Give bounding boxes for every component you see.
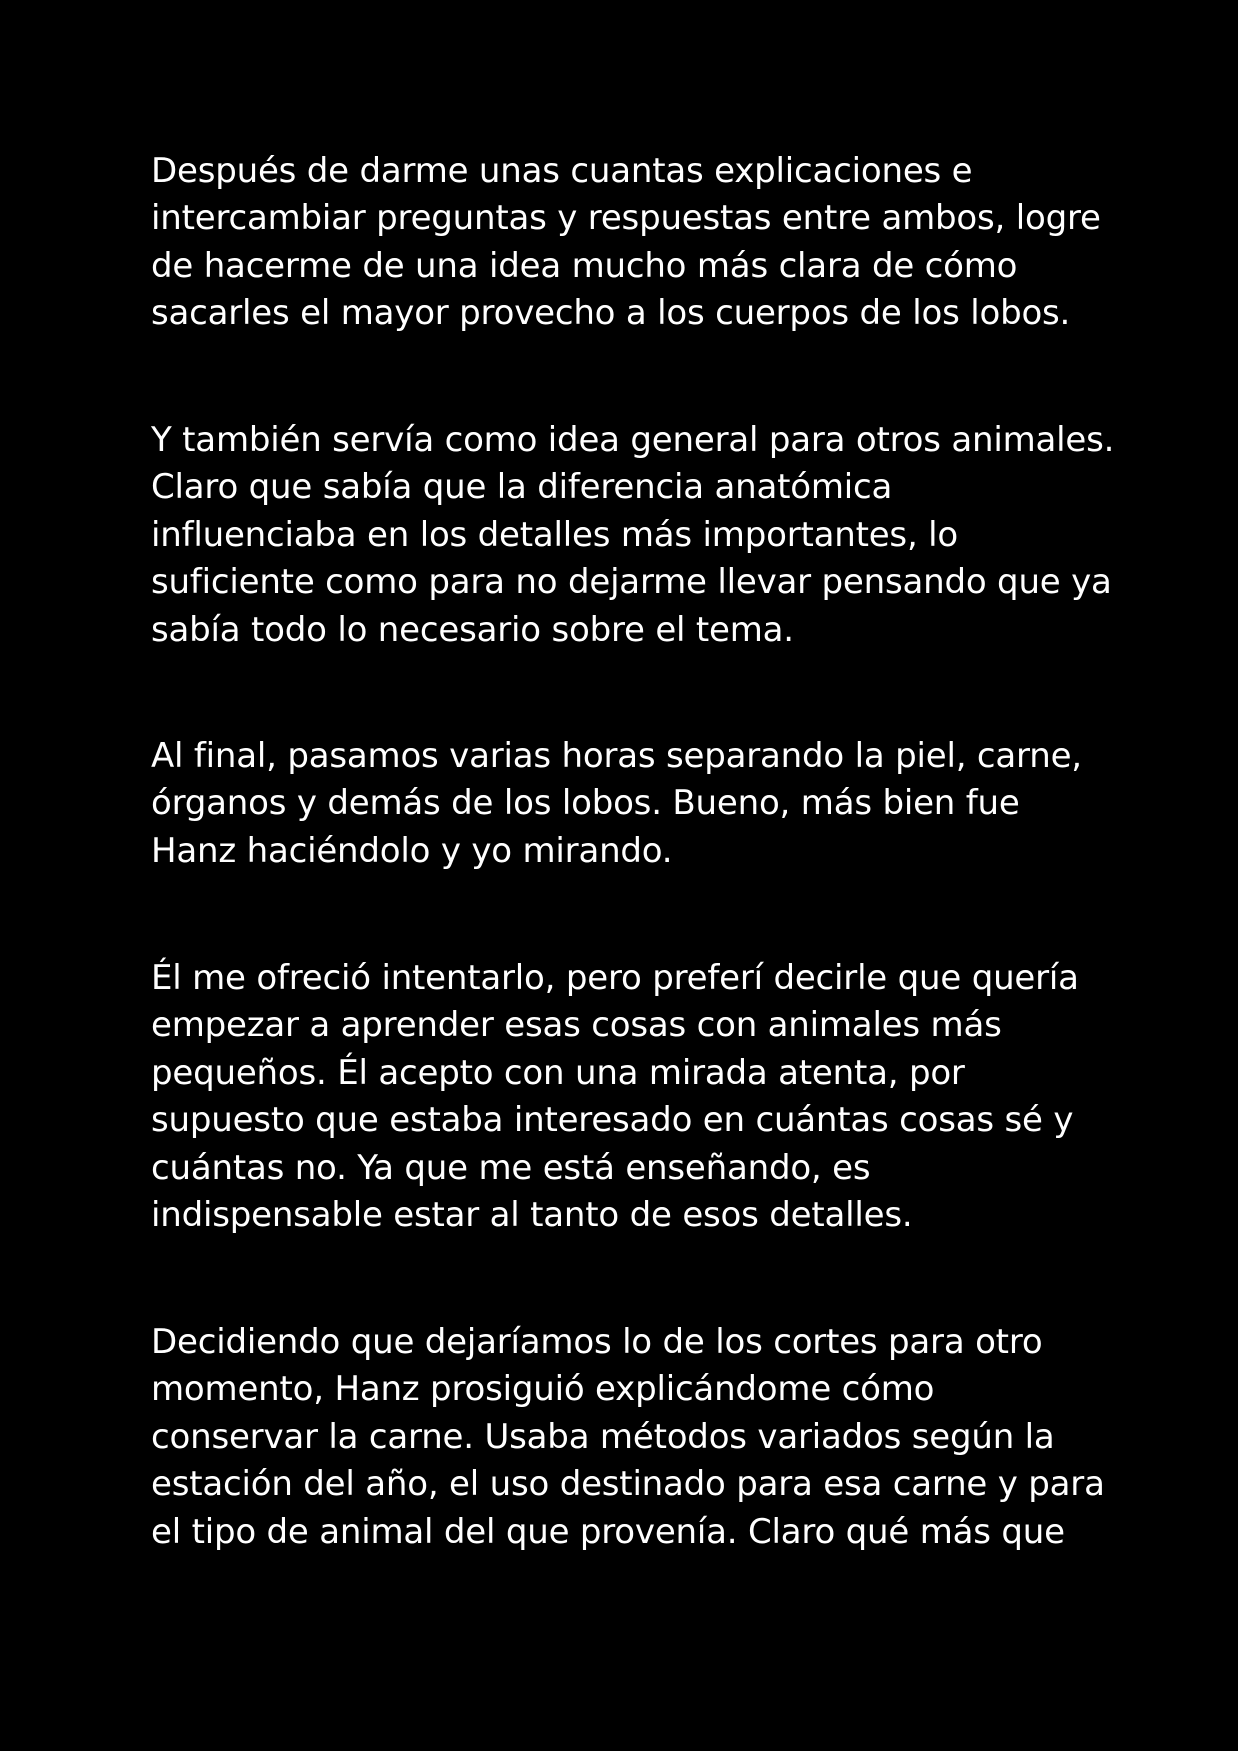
paragraph-line: Al final, pasamos varias horas separando la piel, carne, — [151, 736, 1082, 776]
paragraph-line: sabía todo lo necesario sobre el tema. — [151, 609, 794, 650]
paragraph-line: de hacerme de una idea mucho más clara de cómo — [151, 245, 1018, 286]
paragraph-line: influenciaba en los detalles más importantes, lo — [151, 514, 959, 555]
paragraph-line: Y también servía como idea general para otros animales. — [151, 420, 1115, 460]
paragraph-line: Hanz haciéndolo y yo mirando. — [151, 830, 673, 871]
paragraph-line: pequeños. Él acepto con una mirada atenta, por — [151, 1052, 965, 1093]
paragraph-5 — [151, 1319, 1111, 1556]
paragraph-4 — [151, 955, 1111, 1239]
paragraph-line: conservar la carne. Usaba métodos variados según la — [151, 1416, 1055, 1457]
paragraph-line: suficiente como para no dejarme llevar pensando que ya — [151, 562, 1112, 603]
paragraph-line: cuántas no. Ya que me está enseñando, es — [151, 1147, 871, 1188]
paragraph-2 — [151, 417, 1115, 654]
paragraph-line: órganos y demás de los lobos. Bueno, más bien fue — [151, 783, 1020, 824]
paragraph-line: momento, Hanz prosiguió explicándome cómo — [151, 1369, 935, 1410]
paragraph-1 — [151, 148, 1111, 338]
paragraph-line: intercambiar preguntas y respuestas entre ambos, logre — [151, 198, 1101, 239]
paragraph-line: Decidiendo que dejaríamos lo de los cortes para otro — [151, 1322, 1043, 1362]
paragraph-line: empezar a aprender esas cosas con animales más — [151, 1005, 1002, 1046]
paragraph-line: sacarles el mayor provecho a los cuerpos de los lobos. — [151, 293, 1071, 334]
paragraph-line: Él me ofreció intentarlo, pero preferí decirle que quería — [151, 958, 1079, 998]
paragraph-3 — [151, 733, 1111, 875]
paragraph-line: supuesto que estaba interesado en cuántas cosas sé y — [151, 1100, 1074, 1141]
paragraph-line: Claro que sabía que la diferencia anatómica — [151, 467, 893, 508]
paragraph-line: estación del año, el uso destinado para esa carne y para — [151, 1464, 1105, 1505]
paragraph-line: Después de darme unas cuantas explicaciones e — [151, 151, 973, 191]
paragraph-line: indispensable estar al tanto de esos detalles. — [151, 1194, 913, 1235]
paragraph-line: el tipo de animal del que provenía. Claro qué más que — [151, 1511, 1065, 1552]
